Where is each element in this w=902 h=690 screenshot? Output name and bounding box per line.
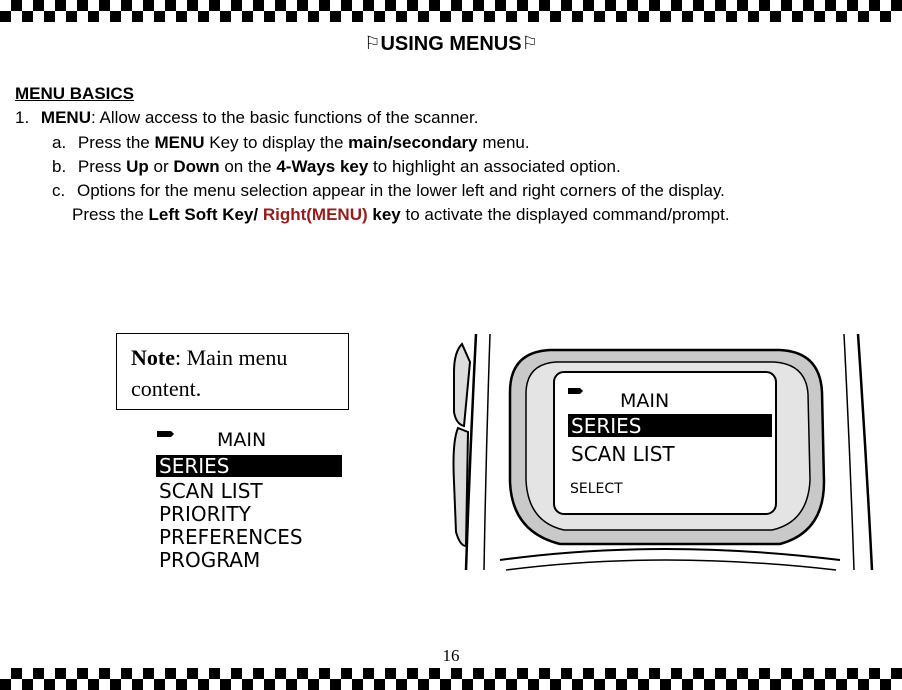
text-red: Right(MENU) [262, 205, 368, 224]
item-number: 1. [15, 108, 30, 127]
item-term: MENU [40, 108, 91, 127]
text: Press [77, 157, 127, 176]
note-text: : Main menu content. [131, 345, 288, 401]
screen-header: MAIN [620, 390, 670, 412]
screen-item: SERIES [571, 414, 642, 438]
text: or [148, 157, 174, 176]
step-label: b. [52, 157, 67, 176]
screen-softkey: SELECT [570, 481, 623, 497]
flag-icon: ⚐ [364, 33, 381, 53]
note-box [116, 333, 349, 410]
screen-item: SCAN LIST [571, 442, 675, 466]
text: to highlight an associated option. [368, 157, 621, 176]
menu-header: MAIN [217, 429, 267, 451]
battery-icon [568, 388, 583, 394]
text-bold: key [367, 205, 401, 224]
step-label: a. [52, 133, 67, 152]
step-c-continued [72, 205, 730, 225]
battery-icon [157, 431, 174, 437]
note-label: Note [131, 345, 175, 370]
step-b [52, 157, 621, 177]
step-label: c. [52, 181, 66, 200]
item-text: : Allow access to the basic functions of the scanner. [90, 108, 479, 127]
menu-item: SERIES [159, 454, 230, 478]
text-bold: Up [126, 157, 149, 176]
menu-item: PRIORITY [159, 502, 251, 526]
text: menu. [477, 133, 530, 152]
text: Press the [77, 133, 155, 152]
checker-border-bottom [0, 668, 902, 690]
text: Key to display the [204, 133, 349, 152]
scanner-device-image [440, 332, 880, 572]
text: on the [219, 157, 277, 176]
text: to activate the displayed command/prompt. [400, 205, 730, 224]
section-heading: MENU BASICS [15, 84, 135, 103]
text-bold: MENU [154, 133, 205, 152]
menu-item: SCAN LIST [159, 479, 263, 503]
text-bold: 4-Ways key [276, 157, 369, 176]
text-bold: main/secondary [348, 133, 478, 152]
text-bold: Down [173, 157, 220, 176]
menu-item: PROGRAM [159, 548, 261, 572]
page-title-text: USING MENUS [380, 33, 522, 55]
text: Press the [72, 205, 149, 224]
step-a [52, 133, 530, 153]
item-1 [15, 108, 478, 128]
menu-item: PREFERENCES [159, 525, 303, 549]
step-c [52, 181, 725, 201]
checker-border-top [0, 0, 902, 22]
text: Options for the menu selection appear in the lower left and right corners of the display. [76, 181, 725, 200]
flag-icon: ⚐ [521, 33, 538, 53]
page-number: 16 [442, 646, 460, 665]
text-bold: Left Soft Key/ [148, 205, 263, 224]
main-menu-image [155, 428, 350, 573]
page-title [0, 33, 902, 56]
